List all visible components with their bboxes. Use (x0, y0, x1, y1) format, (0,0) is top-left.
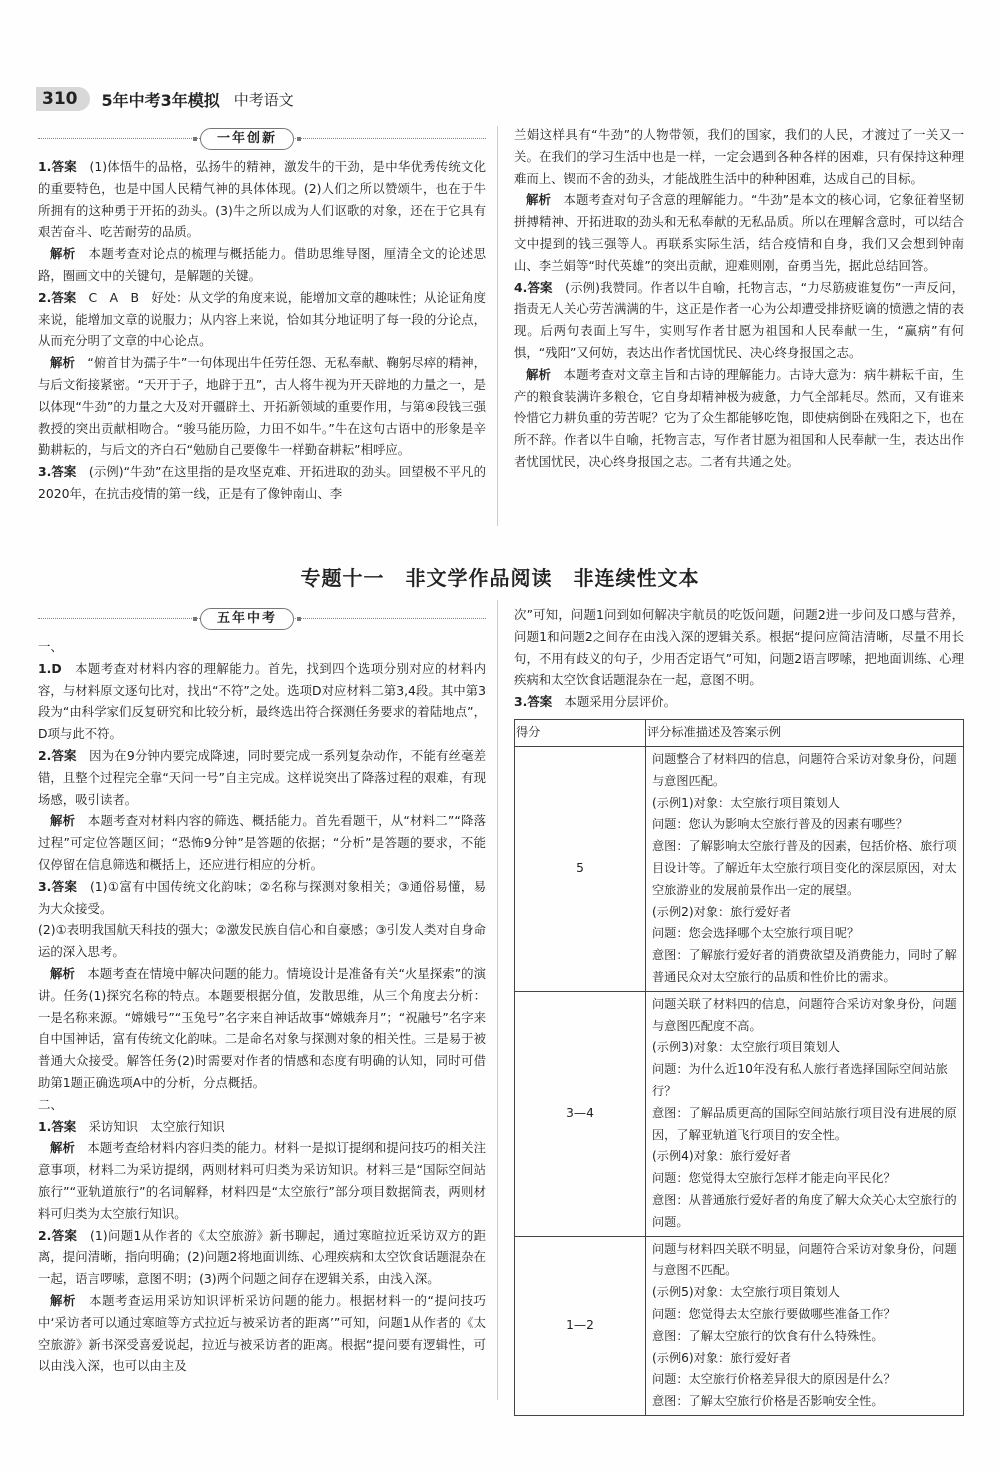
item-text: (2)①表明我国航天科技的强大；②激发民族自信心和自豪感；③引发人类对自身命运的深入思考。 (38, 922, 486, 960)
criteria-line: 问题整合了材料四的信息，问题符合采访对象身份，问题与意图匹配。 (652, 751, 957, 788)
item-text: 本题考查运用采访知识评析采访问题的能力。根据材料一的“提问技巧中‘采访者可以通过寒暄等方式拉近与被采访者的距离’”可知，问题1从作者的《太空旅游》新书深受喜爱说起，拉近与被采访者的距离。根据“提问要有逻辑性，可以由浅入深，也可以由主及 (38, 1292, 487, 1374)
item-text: (1)问题1从作者的《太空旅游》新书聊起，通过寒暄拉近采访双方的距离，提问清晰，指向明确；(2)问题2将地面训练、心理疾病和太空饮食话题混杂在一起，语言啰嗦，意图不明；(3)两个问题之间存在逻辑关系，由浅入深。 (38, 1227, 487, 1287)
plain-text (38, 919, 486, 963)
scoring-table (514, 719, 964, 1416)
topic-title: 专题十一 非文学作品阅读 非连续性文本 (300, 566, 700, 590)
criteria-line: 意图：了解太空旅行的饮食有什么特殊性。 (652, 1328, 884, 1343)
description-cell (646, 1236, 964, 1415)
q-number: 3. (38, 878, 52, 894)
plain-text (38, 1094, 486, 1116)
table-header-score: 得分 (515, 719, 646, 746)
section-banner (38, 608, 486, 630)
item-text: 本题考查给材料内容归类的能力。材料一是拟订提纲和提问技巧的相关注意事项，材料二为采访提纲，两则材料可归类为采访知识。材料三是“国际空间站旅行”“亚轨道旅行”的名词解释，材料四是“太空旅行”部分项目数据简表，两则材料可归类为太空旅行知识。 (38, 1140, 487, 1221)
criteria-line: 问题：为什么近10年没有私人旅行者选择国际空间站旅行？ (652, 1062, 948, 1098)
criteria-line: 意图：了解旅行爱好者的消费欲望及消费能力，同时了解普通民众对太空旅行的品质和性价比的需求。 (652, 948, 957, 984)
item-text: 二、 (38, 1096, 63, 1112)
answer-item (514, 277, 964, 364)
analysis-tag: 解析 (50, 1140, 75, 1156)
analysis-tag: 解析 (50, 246, 76, 262)
answer-item (38, 658, 486, 745)
answer-item (38, 876, 486, 920)
criteria-line: (示例4)对象：旅行爱好者 (652, 1149, 792, 1164)
analysis-item (38, 1137, 486, 1224)
q-number: 1. (38, 159, 52, 174)
score-cell: 1—2 (515, 1236, 646, 1415)
section1-right-column (514, 124, 964, 473)
item-text: (示例)“牛劲”在这里指的是攻坚克难、开拓进取的劲头。回望极不平凡的2020年，在抗击疫情的第一线，正是有了像钟南山、李 (38, 464, 487, 501)
item-text: 采访知识 太空旅行知识 (88, 1118, 225, 1134)
table-row (515, 991, 964, 1236)
item-text: 本题考查对句子含意的理解能力。“牛劲”是本文的核心词，它象征着坚韧拼搏精神、开拓进取的劲头和无私奉献的无私品质。所以在理解含意时，可以结合文中提到的钱三强等人。再联系实际生活，结合疫情和自身，我们又会想到钟南山、李兰娟等“时代英雄”的突出贡献，迎难则刚，奋勇当先，据此总结回答。 (514, 192, 965, 273)
answer-tag: 答案 (51, 289, 77, 305)
criteria-line: (示例5)对象：太空旅行项目策划人 (652, 1285, 840, 1300)
continued-text: 次”可知，问题1问到如何解决宇航员的吃饭问题，问题2进一步问及口感与营养，问题1和问题2之间存在由浅入深的逻辑关系。根据“提问应简洁清晰，尽量不用长句，不用有歧义的句子，少用否定语气”可知，问题2语言啰嗦，把地面训练、心理疾病和太空饮食话题混杂在一起，意图不明。 (514, 607, 964, 688)
plain-text (38, 636, 486, 658)
item-text: (示例)我赞同。作者以牛自喻，托物言志，“力尽筋疲谁复伤”一声反问，指责无人关心劳苦满满的牛，这正是作者一心为公却遭受排挤贬谪的愤懑之情的表现。后两句表面上写牛，实则写作者甘愿为祖国和人民奉献一生，“赢病”有何惧，“残阳”又何妨，表达出作者忧国忧民、决心终身报国之志。 (514, 279, 965, 360)
running-header (36, 84, 294, 114)
criteria-line: 意图：从普通旅行爱好者的角度了解大众关心太空旅行的问题。 (652, 1192, 957, 1229)
analysis-tag: 解析 (50, 1292, 77, 1308)
answer-tag: 答案 (51, 464, 77, 480)
score-cell: 5 (515, 746, 646, 991)
answer-item (38, 287, 486, 352)
criteria-line: (示例1)对象：太空旅行项目策划人 (652, 795, 840, 810)
analysis-item (38, 352, 486, 461)
q-number: 2. (38, 1227, 52, 1243)
answer-tag: 答案 (51, 159, 77, 174)
table-header-desc: 评分标准描述及答案示例 (646, 719, 964, 746)
analysis-tag: 解析 (50, 965, 75, 981)
answer-tag: 答案 (51, 747, 77, 763)
item-text: C A B 好处：从文学的角度来说，能增加文章的趣味性；从论证角度来说，能增加文章的说服力；从内容上来说，恰如其分地证明了每一段的分论点，从而充分明了文章的中心论点。 (38, 289, 487, 349)
item-text: (1)①富有中国传统文化韵味；②名称与探测对象相关；③通俗易懂，易为大众接受。 (38, 878, 487, 916)
criteria-line: (示例3)对象：太空旅行项目策划人 (652, 1040, 840, 1055)
analysis-item (38, 810, 486, 875)
column-divider (497, 126, 498, 526)
description-cell (646, 746, 964, 991)
item-text: 因为在9分钟内要完成降速，同时要完成一系列复杂动作，不能有丝毫差错，且整个过程完全靠“天问一号”自主完成。这样说突出了降落过程的艰难，有现场感，吸引读者。 (38, 747, 487, 807)
answer-item (38, 745, 486, 810)
criteria-line: 问题关联了材料四的信息，问题符合采访对象身份，问题与意图匹配度不高。 (652, 996, 957, 1033)
analysis-tag: 解析 (526, 192, 552, 208)
item-text: 本题考查对材料内容的筛选、概括能力。首先看题干，从“材料二”“降落过程”可定位答题区间；“恐怖9分钟”是答题的依据；“分析”是答题的要求，不能仅停留在信息筛选和概括上，还应进行相应的分析。 (38, 813, 487, 872)
section2-left-column (38, 604, 486, 1377)
q-number: 1.D (38, 660, 62, 676)
item-text: 一、 (38, 639, 63, 654)
criteria-line: 问题与材料四关联不明显，问题符合采访对象身份，问题与意图不匹配。 (652, 1241, 957, 1278)
answer-tag: 答案 (51, 878, 78, 894)
q-number: 3. (514, 694, 528, 710)
criteria-line: 意图：了解品质更高的国际空间站旅行项目没有进展的原因，了解亚轨道飞行项目的安全性。 (652, 1105, 957, 1142)
analysis-item (38, 963, 486, 1094)
answer-tag: 答案 (51, 1118, 77, 1134)
answer-tag: 答案 (51, 1227, 78, 1243)
criteria-line: 问题：您会选择哪个太空旅行项目呢？ (652, 926, 860, 941)
answer-item (38, 1225, 486, 1290)
table-row (515, 746, 964, 991)
criteria-line: 问题：您认为影响太空旅行普及的因素有哪些？ (652, 817, 908, 832)
q-number: 1. (38, 1118, 52, 1134)
q-number: 2. (38, 289, 52, 305)
subject-label: 中考语文 (233, 90, 294, 109)
analysis-tag: 解析 (50, 355, 75, 371)
item-text: 兰娟这样具有“牛劲”的人物带领，我们的国家，我们的人民，才渡过了一关又一关。在我们的学习生活中也是一样，一定会遇到各种各样的困难，只有保持这种理难而上、锲而不舍的劲头，才能战胜生活中的种种困难，达成自己的目标。 (514, 127, 964, 186)
q-number: 2. (38, 747, 52, 763)
item-text: 本题考查在情境中解决问题的能力。情境设计是准备有关“火星探索”的演讲。任务(1)探究名称的特点。本题要根据分值，发散思维，从三个角度去分析：一是名称来源。“嫦娥号”“玉兔号”名字来自神话故事“嫦娥奔月”；“祝融号”名字来自中国神话，富有传统文化韵味。二是命名对象与探测对象的相关性。三是易于被普通大众接受。解答任务(2)时需要对作者的情感和态度有明确的认知，同时可借助第1题正确选项A中的分析，分点概括。 (38, 965, 487, 1090)
section2-right-column (514, 604, 964, 1416)
answer-text: 本题采用分层评价。 (564, 694, 677, 710)
analysis-item (514, 364, 964, 473)
continued-text (514, 124, 964, 189)
analysis-tag: 解析 (50, 813, 76, 829)
analysis-item (38, 1290, 486, 1377)
table-row (515, 1236, 964, 1415)
item-text: 本题考查对文章主旨和古诗的理解能力。古诗大意为：病牛耕耘千亩，生产的粮食装满许多粮仓，它自身却精神极为疲惫，力气全部耗尽。然而，又有谁来怜惜它力耕负重的劳苦呢？它为了众生都能够吃饱，即使病倒卧在残阳之下，也在所不辞。作者以牛自喻，托物言志，写作者甘愿为祖国和人民奉献一生，表达出作者忧国忧民，决心终身报国之志。二者有共通之处。 (514, 366, 965, 469)
item-text: 本题考查对论点的梳理与概括能力。借助思维导图，厘清全文的论述思路，圈画文中的关键句，是解题的关键。 (38, 246, 487, 283)
description-cell (646, 991, 964, 1236)
section-banner (38, 128, 486, 150)
section1-left-column (38, 124, 486, 505)
banner-label: 一年创新 (200, 128, 294, 150)
answer-item (38, 461, 486, 505)
answer-item (38, 156, 486, 243)
analysis-item (38, 243, 486, 287)
answer-tag: 答案 (527, 279, 553, 295)
criteria-line: (示例6)对象：旅行爱好者 (652, 1350, 792, 1365)
item-text: “俯首甘为孺子牛”一句体现出牛任劳任怨、无私奉献、鞠躬尽瘁的精神，与后文衔接紧密。“天开于子，地辟于丑”，古人将牛视为开天辟地的力量之一，是以体现“牛劲”的力量之大及对开疆辟土、开拓新领域的重要作用，与第④段钱三强教授的突出贡献相吻合。“骏马能历险，力田不如牛。”牛在这句古语中的形象是辛勤耕耘的，与后文的齐白石“勉励自己要像牛一样勤奋耕耘”相呼应。 (38, 355, 487, 458)
criteria-line: 意图：了解太空旅行价格是否影响安全性。 (652, 1394, 884, 1409)
analysis-item (514, 189, 964, 276)
item-text: (1)体悟牛的品格，弘扬牛的精神，激发牛的干劲，是中华优秀传统文化的重要特色，也是中国人民精气神的具体体现。(2)人们之所以赞颂牛，也在于牛所拥有的这种勇于开拓的劲头。(3)牛之所以成为人们讴歌的对象，还在于它具有艰苦奋斗、吃苦耐劳的品质。 (38, 159, 487, 240)
item-text: 本题考查对材料内容的理解能力。首先，找到四个选项分别对应的材料内容，与材料原文逐句比对，找出“不符”之处。选项D对应材料二第3,4段。其中第3段为“由科学家们反复研究和比较分析，最终选出符合探测任务要求的着陆地点”，D项与此不符。 (38, 660, 487, 742)
criteria-line: 问题：太空旅行价格差异很大的原因是什么？ (652, 1372, 896, 1387)
score-cell: 3—4 (515, 991, 646, 1236)
q-number: 4. (514, 279, 528, 295)
answer-item (38, 1116, 486, 1138)
criteria-line: 问题：您觉得去太空旅行要做哪些准备工作？ (652, 1306, 896, 1321)
q-number: 3. (38, 464, 52, 480)
page-number: 310 (36, 87, 90, 111)
table-header-row (515, 719, 964, 746)
book-title: 5年中考3年模拟 (101, 90, 220, 110)
column-divider (497, 600, 498, 1400)
banner-label: 五年中考 (200, 608, 294, 630)
criteria-line: 意图：了解影响太空旅行普及的因素，包括价格、旅行项目设计等。了解近年太空旅行项目变化的深层原因，对太空旅游业的发展前景作出一定的展望。 (652, 839, 957, 897)
answer-tag: 答案 (527, 694, 553, 710)
criteria-line: (示例2)对象：旅行爱好者 (652, 904, 792, 919)
criteria-line: 问题：您觉得太空旅行怎样才能走向平民化？ (652, 1171, 896, 1186)
analysis-tag: 解析 (526, 366, 552, 382)
answer-item (514, 691, 964, 713)
